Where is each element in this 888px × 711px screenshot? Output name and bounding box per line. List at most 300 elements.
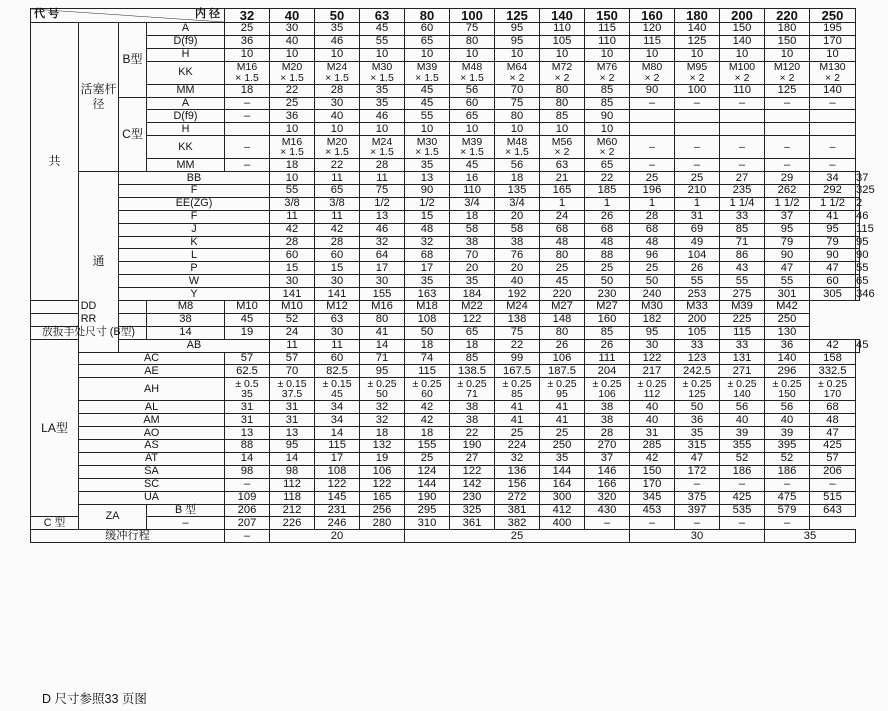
table-cell: 55 [360, 35, 405, 48]
table-row [31, 249, 860, 262]
table-cell: 10 [450, 123, 495, 136]
table-cell: 207 [225, 517, 270, 530]
table-cell: 115 [405, 365, 450, 378]
table-cell: 11 [270, 210, 315, 223]
table-cell: 320 [585, 491, 630, 504]
table-cell: – [720, 97, 765, 110]
table-cell: 1/2 [360, 197, 405, 210]
bore-header-cell: 80 [405, 9, 450, 23]
table-cell: – [765, 136, 810, 159]
table-cell: 206 [225, 504, 270, 517]
table-cell: 76 [495, 249, 540, 262]
bore-header-cell: 32 [225, 9, 270, 23]
table-cell: 80 [540, 326, 585, 339]
table-cell: – [810, 136, 856, 159]
table-cell: 17 [405, 262, 450, 275]
table-cell: 70 [495, 84, 540, 97]
table-cell: – [675, 478, 720, 491]
bore-header-cell: 180 [675, 9, 720, 23]
table-cell: 144 [540, 465, 585, 478]
table-cell: ± 0.25 140 [720, 378, 765, 401]
table-cell: 42 [315, 223, 360, 236]
table-cell: 1 [585, 197, 630, 210]
table-cell: 30 [360, 275, 405, 288]
bore-header-cell: 100 [450, 9, 495, 23]
table-cell: 46 [360, 110, 405, 123]
table-cell: 10 [270, 123, 315, 136]
table-cell: 141 [315, 288, 360, 301]
table-cell: 34 [315, 414, 360, 427]
table-row [31, 172, 860, 185]
table-cell: 35 [405, 275, 450, 288]
table-cell: M95 × 2 [675, 61, 720, 84]
table-cell: 85 [585, 97, 630, 110]
table-cell: 235 [720, 185, 765, 198]
table-cell: 96 [630, 249, 675, 262]
table-row [31, 84, 860, 97]
table-cell: 38 [585, 401, 630, 414]
table-cell: 46 [315, 35, 360, 48]
table-cell: M16 [360, 301, 405, 314]
table-cell: 95 [495, 23, 540, 36]
table-cell: 29 [765, 172, 810, 185]
table-cell: 105 [675, 326, 720, 339]
table-cell: 315 [675, 440, 720, 453]
table-cell: 10 [765, 48, 810, 61]
table-cell: 122 [450, 465, 495, 478]
table-cell: 110 [720, 84, 765, 97]
table-cell: – [765, 159, 810, 172]
table-cell: 123 [675, 352, 720, 365]
table-row [31, 313, 860, 326]
table-cell: 475 [765, 491, 810, 504]
table-cell: 47 [810, 427, 856, 440]
table-cell: 86 [720, 249, 765, 262]
table-cell: 10 [630, 48, 675, 61]
table-cell: 58 [450, 223, 495, 236]
table-cell: 47 [765, 262, 810, 275]
table-cell: 301 [765, 288, 810, 301]
table-row [31, 35, 860, 48]
table-cell: 275 [720, 288, 765, 301]
table-cell: M76 × 2 [585, 61, 630, 84]
table-cell: 35 [405, 159, 450, 172]
table-cell: 1 1/4 [720, 197, 765, 210]
table-cell: 98 [225, 465, 270, 478]
table-cell: M30 [630, 301, 675, 314]
table-cell: 109 [225, 491, 270, 504]
table-cell: 55 [856, 261, 869, 274]
group-common: 共 [31, 23, 79, 301]
table-cell: 125 [765, 84, 810, 97]
table-cell: 11 [315, 172, 360, 185]
table-cell: 1 [675, 197, 720, 210]
table-cell: – [630, 159, 675, 172]
table-row [31, 236, 860, 249]
row-label: BB [119, 172, 270, 185]
table-cell: 80 [540, 249, 585, 262]
table-cell: 224 [495, 440, 540, 453]
row-label: AC [79, 352, 225, 365]
table-cell: 65 [585, 159, 630, 172]
row-label: A [147, 97, 225, 110]
table-cell: – [720, 136, 765, 159]
table-cell: 41 [495, 414, 540, 427]
table-cell: 36 [675, 414, 720, 427]
table-cell: 26 [585, 210, 630, 223]
table-cell: 28 [270, 236, 315, 249]
group-general: 通 [79, 172, 119, 352]
table-cell: 120 [630, 23, 675, 36]
table-cell: 55 [765, 275, 810, 288]
table-cell: ± 0.25 106 [585, 378, 630, 401]
table-cell: – [720, 517, 765, 530]
table-cell: 10 [315, 123, 360, 136]
table-cell: 138.5 [450, 365, 495, 378]
footnote: D 尺寸参照33 页图 [42, 692, 147, 706]
bore-header-cell: 140 [540, 9, 585, 23]
table-cell: 36 [225, 35, 270, 48]
table-cell: 381 [495, 504, 540, 517]
table-cell: – [225, 478, 270, 491]
table-cell: 95 [765, 223, 810, 236]
cushion-row [31, 530, 860, 543]
table-row [31, 110, 860, 123]
table-cell: 68 [630, 223, 675, 236]
bore-header-cell: 160 [630, 9, 675, 23]
table-cell: M22 [450, 301, 495, 314]
table-cell: 17 [315, 452, 360, 465]
table-cell: 90 [585, 110, 630, 123]
table-cell: 14 [225, 452, 270, 465]
table-cell: 22 [450, 427, 495, 440]
table-cell: 14 [315, 427, 360, 440]
table-cell: M18 [405, 301, 450, 314]
table-cell: 39 [720, 427, 765, 440]
table-row [31, 517, 860, 530]
table-cell: 34 [315, 401, 360, 414]
table-cell: 280 [360, 517, 405, 530]
table-cell: 79 [810, 236, 856, 249]
table-cell: 140 [810, 84, 856, 97]
table-cell: 138 [495, 313, 540, 326]
row-label: B 型 [147, 504, 225, 517]
table-cell: 25 [540, 262, 585, 275]
table-cell: 3/8 [315, 197, 360, 210]
table-cell: 425 [810, 440, 856, 453]
table-cell: 13 [360, 210, 405, 223]
table-cell: 80 [540, 84, 585, 97]
table-cell: 28 [315, 84, 360, 97]
table-cell: 190 [405, 491, 450, 504]
row-label: D(f9) [147, 35, 225, 48]
table-cell: 62.5 [225, 365, 270, 378]
table-cell: 31 [630, 427, 675, 440]
table-cell: 36 [765, 339, 810, 352]
table-cell: 10 [585, 123, 630, 136]
table-cell: 18 [450, 339, 495, 352]
table-cell: 27 [720, 172, 765, 185]
table-row [31, 23, 860, 36]
table-cell: 64 [360, 249, 405, 262]
table-cell: ± 0.25 71 [450, 378, 495, 401]
table-cell: 192 [495, 288, 540, 301]
table-cell: 10 [495, 48, 540, 61]
table-cell: 217 [630, 365, 675, 378]
row-label: F [119, 185, 270, 198]
table-cell: 38 [450, 236, 495, 249]
table-cell: 292 [810, 185, 856, 198]
table-cell: 65 [315, 185, 360, 198]
table-cell: 3/4 [495, 197, 540, 210]
table-cell: 10 [270, 172, 315, 185]
table-cell: 95 [360, 365, 405, 378]
table-cell: M12 [315, 301, 360, 314]
row-label: MM [147, 84, 225, 97]
row-label: AE [79, 365, 225, 378]
table-cell: 27 [450, 452, 495, 465]
table-cell: 50 [585, 275, 630, 288]
table-cell: 45 [405, 84, 450, 97]
table-cell: 42 [270, 223, 315, 236]
table-cell: 75 [360, 185, 405, 198]
table-cell: 425 [720, 491, 765, 504]
table-cell: 60 [405, 23, 450, 36]
row-label: EE(ZG) [119, 197, 270, 210]
table-cell: 643 [810, 504, 856, 517]
table-cell: 10 [585, 48, 630, 61]
table-cell: 60 [270, 249, 315, 262]
table-cell: 68 [810, 401, 856, 414]
table-cell: 1 [540, 197, 585, 210]
table-cell: 10 [540, 48, 585, 61]
table-cell [720, 110, 765, 123]
table-cell: M24 × 1.5 [360, 136, 405, 159]
table-cell: 50 [405, 326, 450, 339]
table-cell: 185 [585, 185, 630, 198]
table-cell: 41 [495, 401, 540, 414]
table-cell: 100 [675, 84, 720, 97]
table-cell: 41 [810, 210, 856, 223]
table-cell: 230 [450, 491, 495, 504]
cushion-cell: 35 [765, 530, 856, 543]
table-cell [765, 110, 810, 123]
table-cell: 33 [675, 339, 720, 352]
table-cell: M48 × 1.5 [450, 61, 495, 84]
table-row [31, 97, 860, 110]
table-cell: 28 [630, 210, 675, 223]
table-cell: 88 [225, 440, 270, 453]
table-cell: 75 [450, 23, 495, 36]
table-cell: – [765, 517, 810, 530]
table-cell: 20 [495, 262, 540, 275]
cushion-cell: 25 [405, 530, 630, 543]
table-cell: 30 [270, 23, 315, 36]
table-cell: 184 [450, 288, 495, 301]
table-cell: 165 [360, 491, 405, 504]
table-cell: 25 [270, 97, 315, 110]
table-cell: 253 [675, 288, 720, 301]
table-cell: 45 [450, 159, 495, 172]
table-cell: 57 [225, 352, 270, 365]
table-cell: M24 × 1.5 [315, 61, 360, 84]
row-label: KK [147, 61, 225, 84]
table-cell: 163 [405, 288, 450, 301]
table-cell [810, 123, 856, 136]
table-cell: 25 [225, 23, 270, 36]
table-cell: 150 [765, 35, 810, 48]
table-cell: 38 [147, 313, 225, 326]
table-cell: 90 [810, 249, 856, 262]
table-cell: 70 [270, 365, 315, 378]
table-cell: 110 [450, 185, 495, 198]
table-cell: M120 × 2 [765, 61, 810, 84]
table-cell: ± 0.15 45 [315, 378, 360, 401]
table-cell: 19 [225, 326, 270, 339]
table-cell: 145 [315, 491, 360, 504]
table-cell: 71 [360, 352, 405, 365]
table-cell: 105 [540, 35, 585, 48]
table-cell: 55 [720, 275, 765, 288]
table-cell [675, 110, 720, 123]
table-cell: 60 [450, 97, 495, 110]
table-cell: M39 × 1.5 [405, 61, 450, 84]
table-cell: 32 [405, 236, 450, 249]
table-cell: 535 [720, 504, 765, 517]
table-cell: 80 [450, 35, 495, 48]
row-label: L [119, 249, 270, 262]
table-cell: 63 [540, 159, 585, 172]
table-cell: 375 [675, 491, 720, 504]
table-row [31, 136, 860, 159]
table-cell: 10 [450, 48, 495, 61]
table-cell: 46 [856, 210, 869, 223]
row-label: P [119, 262, 270, 275]
table-cell: 28 [585, 427, 630, 440]
table-cell: 11 [315, 210, 360, 223]
table-cell: 10 [675, 48, 720, 61]
row-label: AL [79, 401, 225, 414]
table-cell: 47 [810, 262, 856, 275]
spec-table-container [30, 8, 875, 543]
table-cell: 25 [630, 172, 675, 185]
table-row [31, 401, 860, 414]
table-cell: 10 [720, 48, 765, 61]
table-cell: 115 [585, 23, 630, 36]
table-cell: 56 [765, 401, 810, 414]
table-cell: 382 [495, 517, 540, 530]
table-cell: 140 [765, 352, 810, 365]
table-cell: M100 × 2 [720, 61, 765, 84]
row-label: DD [31, 301, 147, 314]
row-label: RR [31, 313, 147, 326]
table-cell: 60 [810, 275, 856, 288]
table-cell: M39 [720, 301, 765, 314]
table-cell: 58 [495, 223, 540, 236]
row-label: SA [79, 465, 225, 478]
table-cell: 75 [495, 326, 540, 339]
bore-header-cell: 250 [810, 9, 856, 23]
table-cell: 230 [585, 288, 630, 301]
table-cell: 40 [630, 401, 675, 414]
table-row [31, 378, 860, 401]
table-row [31, 452, 860, 465]
row-label: Y [119, 288, 270, 301]
table-cell [720, 123, 765, 136]
table-cell: 295 [405, 504, 450, 517]
table-cell: M20 × 1.5 [315, 136, 360, 159]
table-cell: 38 [495, 236, 540, 249]
table-cell [765, 123, 810, 136]
table-cell: 18 [360, 427, 405, 440]
table-cell: 196 [630, 185, 675, 198]
table-cell: 150 [720, 23, 765, 36]
table-cell: 397 [675, 504, 720, 517]
table-cell [630, 123, 675, 136]
table-cell: 30 [270, 275, 315, 288]
bore-header-cell: 150 [585, 9, 630, 23]
table-cell: M24 [495, 301, 540, 314]
table-cell [630, 110, 675, 123]
table-cell: 63 [315, 313, 360, 326]
table-cell: 3/4 [450, 197, 495, 210]
table-cell: 85 [585, 84, 630, 97]
table-cell [675, 123, 720, 136]
bore-header-cell: 220 [765, 9, 810, 23]
table-cell: 88 [585, 249, 630, 262]
table-cell: 10 [360, 48, 405, 61]
table-cell: 35 [675, 427, 720, 440]
table-cell: 75 [495, 97, 540, 110]
table-cell: 11 [315, 339, 360, 352]
table-cell: 42 [405, 414, 450, 427]
table-cell: 95 [856, 236, 869, 249]
table-cell: 14 [360, 339, 405, 352]
table-cell: 400 [540, 517, 585, 530]
table-cell: 13 [270, 427, 315, 440]
table-cell: 204 [585, 365, 630, 378]
table-cell: 45 [225, 313, 270, 326]
table-cell: – [675, 517, 720, 530]
table-row [31, 48, 860, 61]
table-cell: 65 [856, 274, 869, 287]
table-cell: 43 [720, 262, 765, 275]
table-cell: 1/2 [405, 197, 450, 210]
row-label: UA [79, 491, 225, 504]
table-cell: 14 [147, 326, 225, 339]
cushion-cell: 30 [630, 530, 765, 543]
table-cell: 110 [585, 35, 630, 48]
code-label: 代 号 [34, 8, 60, 20]
table-cell: 56 [495, 159, 540, 172]
table-row [31, 197, 860, 210]
table-cell: 156 [495, 478, 540, 491]
table-cell: 180 [765, 23, 810, 36]
table-cell: 190 [450, 440, 495, 453]
table-cell: 146 [585, 465, 630, 478]
table-cell: 144 [405, 478, 450, 491]
row-label: AH [79, 378, 225, 401]
table-cell: – [147, 517, 225, 530]
table-cell: 36 [270, 110, 315, 123]
table-cell: 453 [630, 504, 675, 517]
table-row [31, 326, 860, 339]
table-cell: 115 [315, 440, 360, 453]
table-cell: 118 [270, 491, 315, 504]
table-cell: 95 [630, 326, 675, 339]
table-cell: 55 [270, 185, 315, 198]
group-piston-rod: 活塞杆径 [79, 23, 119, 172]
